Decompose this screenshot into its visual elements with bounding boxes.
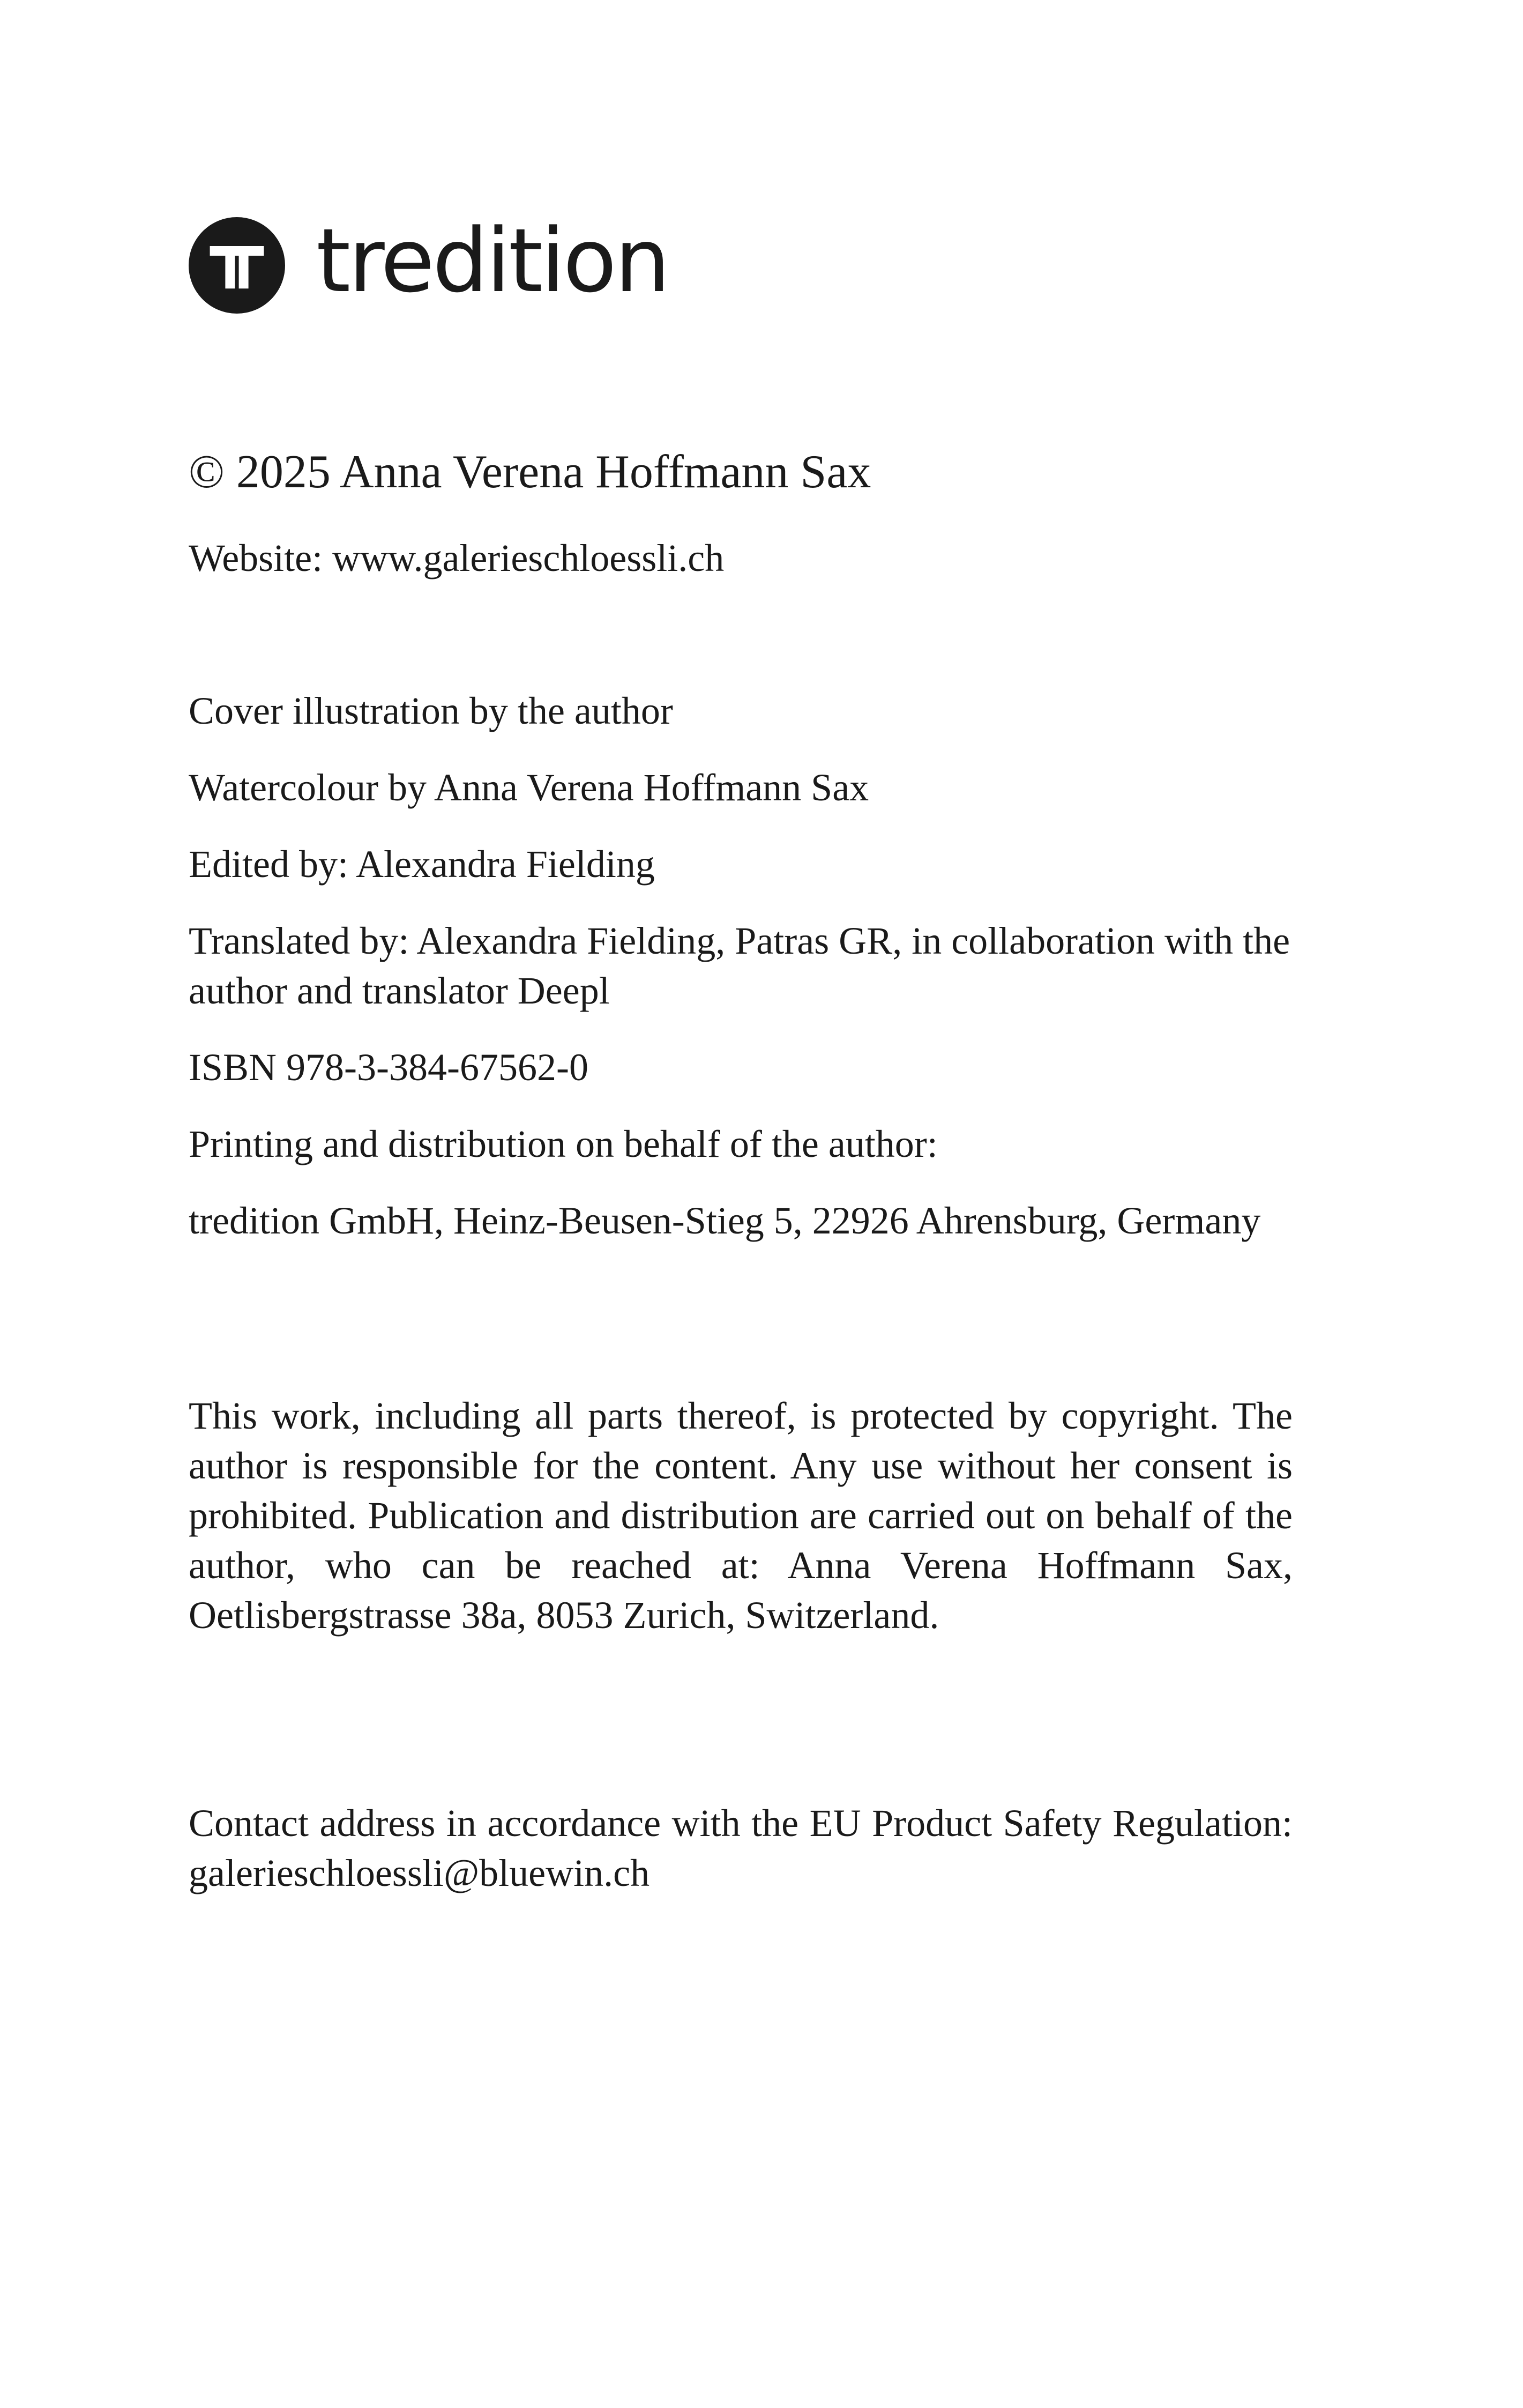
editor-credit: Edited by: Alexandra Fielding	[189, 843, 655, 886]
copyright-line: © 2025 Anna Verena Hoffmann Sax	[189, 446, 871, 498]
watercolour-credit: Watercolour by Anna Verena Hoffmann Sax	[189, 766, 869, 809]
credits-section	[189, 686, 1293, 1273]
publisher-address: tredition GmbH, Heinz-Beusen-Stieg 5, 22926 Ahrensburg, Germany	[189, 1199, 1261, 1242]
publisher-logo	[189, 210, 668, 314]
rights-notice: This work, including all parts thereof, is protected by copyright. The author is responsible for the content. Any use without her consent is prohibited. Publication and distribution are carried out on behalf of the author, who can be reached at: Anna Verena Hoffmann Sax, Oetlisbergstrasse 38a, 8053 Zurich, Switzerland.	[189, 1394, 1293, 1637]
contact-notice: Contact address in accordance with the EU Product Safety Regulation: galerieschloessli@bluewin.ch	[189, 1802, 1293, 1894]
tredition-logo-icon	[189, 217, 285, 314]
website-line: Website: www.galerieschloessli.ch	[189, 537, 725, 579]
cover-credit: Cover illustration by the author	[189, 689, 673, 732]
publisher-name: tredition	[316, 210, 668, 312]
isbn: ISBN 978-3-384-67562-0	[189, 1046, 588, 1089]
translator-credit: Translated by: Alexandra Fielding, Patras GR, in collaboration with the author and translator Deepl	[189, 919, 1290, 1012]
printing-note: Printing and distribution on behalf of the author:	[189, 1123, 938, 1165]
